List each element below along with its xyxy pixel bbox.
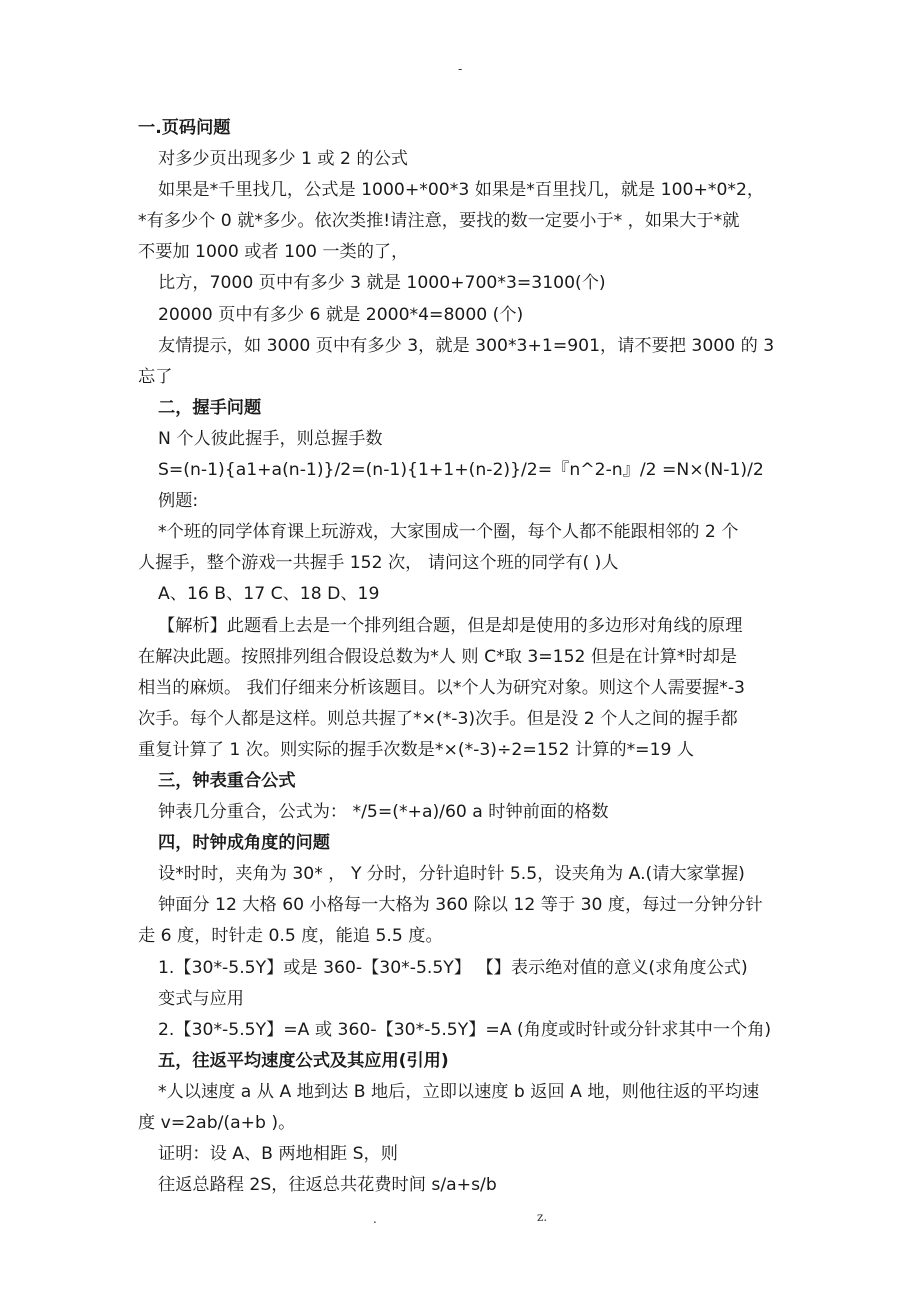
paragraph: 20000 页中有多少 6 就是 2000*4=8000 (个) [158, 304, 524, 325]
answer-options: A、16 B、17 C、18 D、19 [158, 584, 380, 605]
paragraph-line: *个班的同学体育课上玩游戏，大家围成一个圈，每个人都不能跟相邻的 2 个 [158, 522, 739, 543]
paragraph: 例题: [158, 491, 199, 512]
paragraph: 往返总路程 2S，往返总共花费时间 s/a+s/b [158, 1175, 497, 1196]
paragraph: 对多少页出现多少 1 或 2 的公式 [158, 149, 408, 170]
formula: S=(n-1){a1+a(n-1)}/2=(n-1){1+1+(n-2)}/2=『n^2-n』/2 =N×(N-1)/2 [158, 460, 764, 481]
paragraph-line: 友情提示，如 3000 页中有多少 3，就是 300*3+1=901，请不要把 3000 的 3 [158, 335, 775, 356]
paragraph-line: 不要加 1000 或者 100 一类的了， [138, 242, 409, 263]
paragraph-line: 人握手，整个游戏一共握手 152 次， 请问这个班的同学有( )人 [138, 553, 619, 574]
paragraph: 设*时时，夹角为 30* ， Y 分时，分针追时针 5.5，设夹角为 A.(请大家掌握) [158, 864, 745, 885]
section-heading-handshake: 二，握手问题 [158, 397, 262, 418]
paragraph: 钟表几分重合，公式为： */5=(*+a)/60 a 时钟前面的格数 [158, 802, 609, 823]
paragraph-line: *人以速度 a 从 A 地到达 B 地后，立即以速度 b 返回 A 地，则他往返的平均速 [158, 1081, 760, 1102]
formula: 1.【30*-5.5Y】或是 360-【30*-5.5Y】 【】表示绝对值的意义(求角度公式) [158, 957, 748, 978]
paragraph-line: 【解析】此题看上去是一个排列组合题，但是却是使用的多边形对角线的原理 [158, 615, 743, 636]
paragraph-line: *有多少个 0 就*多少。依次类推!请注意，要找的数一定要小于* ，如果大于*就 [138, 211, 740, 232]
footer-right-mark: z. [537, 1210, 548, 1224]
paragraph-line: 重复计算了 1 次。则实际的握手次数是*×(*-3)÷2=152 计算的*=19 人 [138, 739, 695, 760]
paragraph-line: 在解决此题。按照排列组合假设总数为*人 则 C*取 3=152 但是在计算*时却是 [138, 646, 738, 667]
paragraph: N 个人彼此握手，则总握手数 [158, 428, 383, 449]
section-heading-clock-overlap: 三，钟表重合公式 [158, 770, 296, 791]
paragraph: 证明：设 A、B 两地相距 S，则 [158, 1144, 398, 1165]
document-body [138, 113, 790, 1201]
paragraph: 变式与应用 [158, 988, 244, 1009]
section-heading-page-number: 一.页码问题 [138, 118, 231, 138]
paragraph-line: 次手。每个人都是这样。则总共握了*×(*-3)次手。但是没 2 个人之间的握手都 [138, 708, 738, 729]
paragraph-line: 走 6 度，时针走 0.5 度，能追 5.5 度。 [138, 926, 443, 947]
section-heading-average-speed: 五，往返平均速度公式及其应用(引用) [158, 1050, 449, 1071]
footer-left-mark: . [373, 1212, 377, 1226]
paragraph-line: 相当的麻烦。 我们仔细来分析该题目。以*个人为研究对象。则这个人需要握*-3 [138, 677, 745, 698]
paragraph-line: 如果是*千里找几，公式是 1000+*00*3 如果是*百里找几，就是 100+*0*2， [158, 180, 765, 201]
header-mark: - [458, 62, 463, 76]
paragraph-line: 忘了 [138, 366, 173, 387]
paragraph-line: 度 v=2ab/(a+b )。 [138, 1113, 296, 1133]
section-heading-clock-angle: 四，时钟成角度的问题 [158, 833, 330, 854]
paragraph: 比方，7000 页中有多少 3 就是 1000+700*3=3100(个) [158, 273, 606, 294]
paragraph-line: 钟面分 12 大格 60 小格每一大格为 360 除以 12 等于 30 度，每过一分钟分针 [158, 895, 763, 916]
formula: 2.【30*-5.5Y】=A 或 360-【30*-5.5Y】=A (角度或时针或分针求其中一个角) [158, 1019, 772, 1040]
